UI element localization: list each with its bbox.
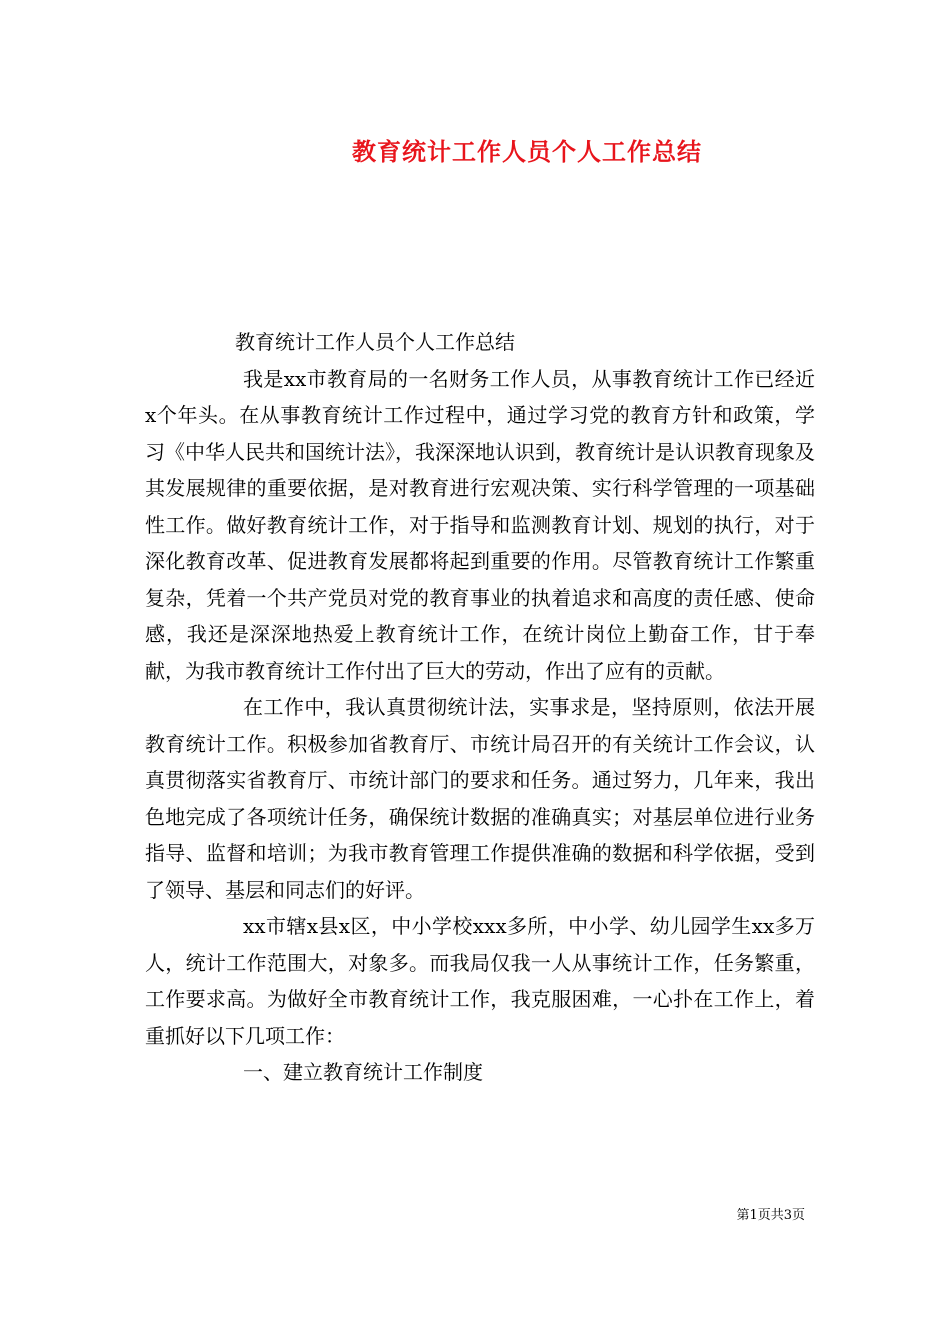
document-body <box>145 324 815 1091</box>
document-title: 教育统计工作人员个人工作总结 <box>352 137 702 166</box>
document-subtitle: 教育统计工作人员个人工作总结 <box>235 330 515 354</box>
body-paragraph-3: xx市辖x县x区，中小学校xxx多所，中小学、幼儿园学生xx多万人，统计工作范围大，对象多。而我局仅我一人从事统计工作，任务繁重，工作要求高。为做好全市教育统计工作，我克服困难，一心扑在工作上，着重抓好以下几项工作： <box>145 914 815 1048</box>
section-heading: 一、建立教育统计工作制度 <box>243 1060 483 1084</box>
body-paragraph-1: 我是xx市教育局的一名财务工作人员，从事教育统计工作已经近x个年头。在从事教育统计工作过程中，通过学习党的教育方针和政策，学习《中华人民共和国统计法》，我深深地认识到，教育统计是认识教育现象及其发展规律的重要依据，是对教育进行宏观决策、实行科学管理的一项基础性工作。做好教育统计工作，对于指导和监测教育计划、规划的执行，对于深化教育改革、促进教育发展都将起到重要的作用。尽管教育统计工作繁重复杂，凭着一个共产党员对党的教育事业的执着追求和高度的责任感、使命感，我还是深深地热爱上教育统计工作，在统计岗位上勤奋工作，甘于奉献，为我市教育统计工作付出了巨大的劳动，作出了应有的贡献。 <box>145 366 815 683</box>
body-paragraph-2: 在工作中，我认真贯彻统计法，实事求是，坚持原则，依法开展教育统计工作。积极参加省教育厅、市统计局召开的有关统计工作会议，认真贯彻落实省教育厅、市统计部门的要求和任务。通过努力，几年来，我出色地完成了各项统计任务，确保统计数据的准确真实；对基层单位进行业务指导、监督和培训；为我市教育管理工作提供准确的数据和科学依据，受到了领导、基层和同志们的好评。 <box>145 695 815 902</box>
page-footer: 第1页共3页 <box>736 1208 805 1223</box>
